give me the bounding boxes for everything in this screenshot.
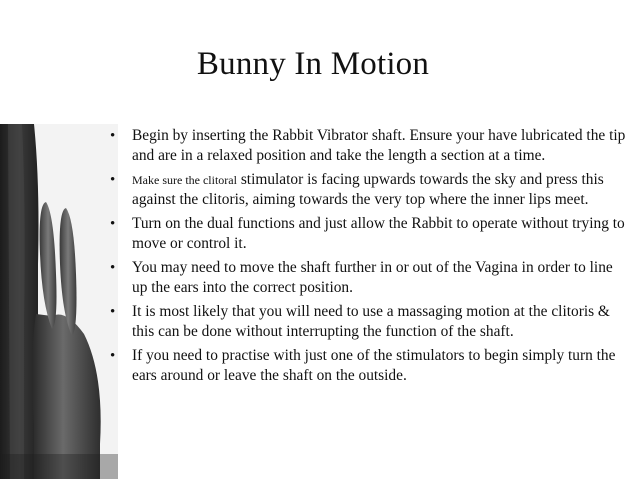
bullet-text: If you need to practise with just one of the stimulators to begin simply turn the ears around or leave the shaft on the outside. — [132, 347, 616, 384]
bullet-item — [110, 170, 630, 210]
bullet-text: Begin by inserting the Rabbit Vibrator shaft. Ensure your have lubricated the tip and are in a relaxed position and take the length a section at a time. — [132, 127, 626, 164]
bullet-item — [110, 214, 630, 254]
bullet-icon: • — [110, 348, 116, 364]
bullet-text: stimulator is facing upwards towards the sky and press this against the clitoris, aiming towards the very top where the inner lips meet. — [132, 171, 604, 208]
bullet-icon: • — [110, 304, 116, 320]
bullet-item — [110, 258, 630, 298]
bullet-icon: • — [110, 216, 116, 232]
rabbit-vibrator-image — [0, 124, 118, 479]
bullet-icon: • — [110, 172, 116, 188]
bullet-icon: • — [110, 128, 116, 144]
bullet-text: You may need to move the shaft further in or out of the Vagina in order to line up the ears into the correct position. — [132, 259, 613, 296]
bullet-item — [110, 302, 630, 342]
bullet-text: It is most likely that you will need to use a massaging motion at the clitoris & this can be done without interrupting the function of the shaft. — [132, 303, 610, 340]
bullet-text: Turn on the dual functions and just allow the Rabbit to operate without trying to move or control it. — [132, 215, 625, 252]
bullet-item — [110, 346, 630, 386]
bullet-icon: • — [110, 260, 116, 276]
bullet-text-small-prefix: Make sure the clitoral — [132, 173, 237, 187]
slide-title: Bunny In Motion — [196, 46, 430, 82]
bullet-item — [110, 126, 630, 166]
bullet-list — [110, 126, 630, 390]
